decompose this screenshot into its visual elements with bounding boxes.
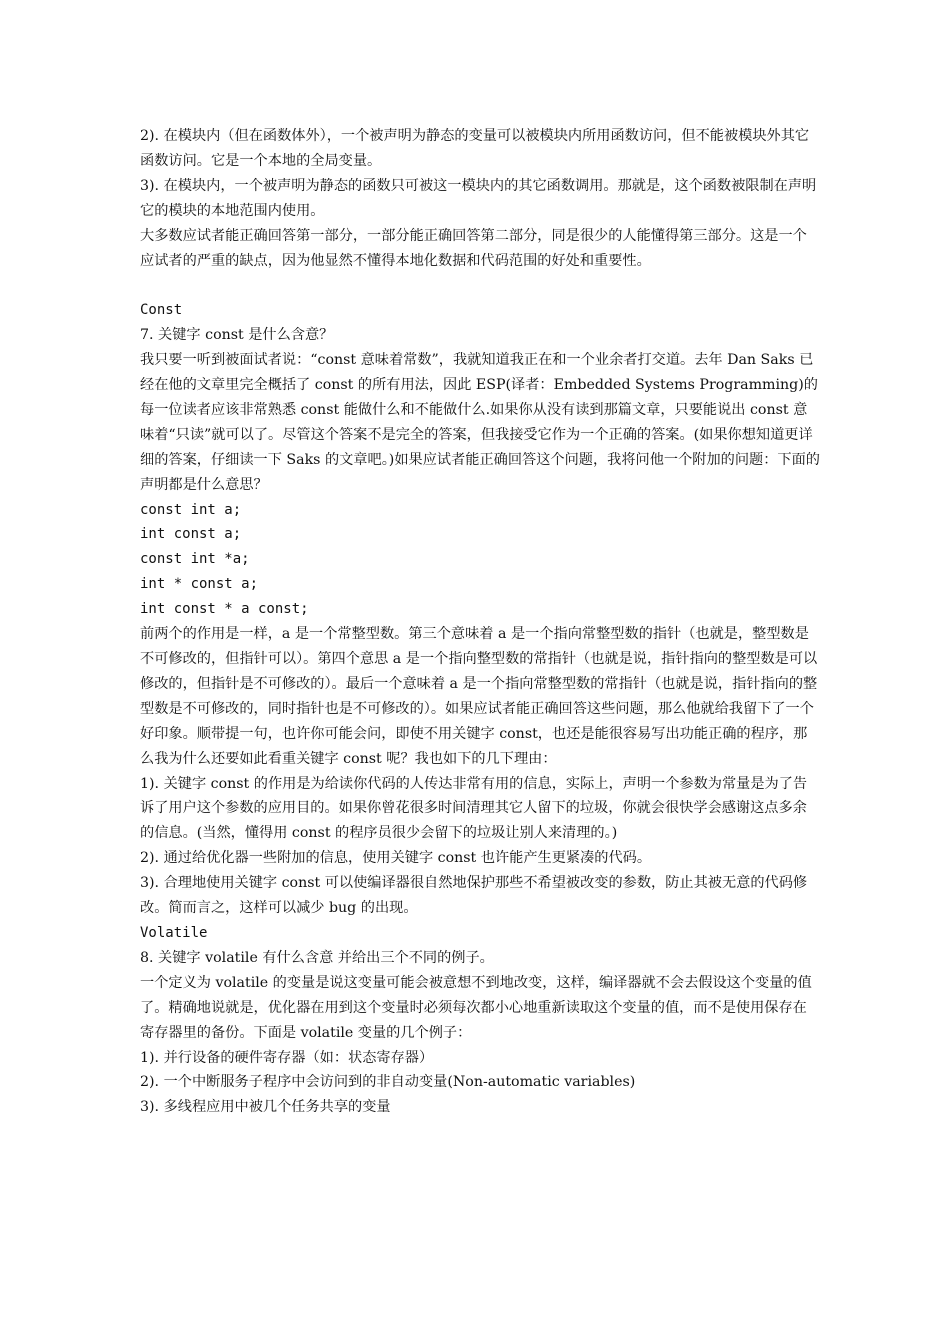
list-item-reason-2: 2). 通过给优化器一些附加的信息，使用关键字 const 也许能产生更紧凑的代码。 <box>140 850 652 867</box>
code-line: int * const a; <box>140 576 259 593</box>
list-item-example-1: 1). 并行设备的硬件寄存器（如：状态寄存器） <box>140 1049 434 1066</box>
code-line: const int *a; <box>140 551 250 568</box>
answer-7: 我只要一听到被面试者说：“const 意味着常数”，我就知道我正在和一个业余者打交道。去年 Dan Saks 已经在他的文章里完全概括了 const 的所有用法，因此 ESP(译者：Embedded Systems Programming)的每一位读者应该非常熟悉 const 能做什么和不能做什么.如果你从没有读到那篇文章，只要能说出 const 意味着“只读”就可以了。尽管这个答案不是完全的答案，但我接受它作为一个正确的答案。(如果你想知道更详细的答案，仔细读一下 Saks 的文章吧。)如果应试者能正确回答这个问题，我将问他一个附加的问题：下面的声明都是什么意思？ <box>140 352 820 493</box>
section-heading-volatile: Volatile <box>140 924 208 941</box>
document-page <box>140 124 820 1120</box>
code-line: int const a; <box>140 526 242 543</box>
list-item-example-2: 2). 一个中断服务子程序中会访问到的非自动变量(Non-automatic variables) <box>140 1074 636 1091</box>
spacer <box>140 273 820 298</box>
question-7: 7. 关键字 const 是什么含意？ <box>140 327 334 344</box>
question-8: 8. 关键字 volatile 有什么含意 并给出三个不同的例子。 <box>140 949 494 966</box>
code-line: const int a; <box>140 501 242 518</box>
list-item-example-3: 3). 多线程应用中被几个任务共享的变量 <box>140 1099 391 1116</box>
list-item-reason-1: 1). 关键字 const 的作用是为给读你代码的人传达非常有用的信息，实际上，声明一个参数为常量是为了告诉了用户这个参数的应用目的。如果你曾花很多时间清理其它人留下的垃圾，你就会很快学会感谢这点多余的信息。(当然，懂得用 const 的程序员很少会留下的垃圾让别人来清理的。) <box>140 775 808 842</box>
paragraph-static-function: 3). 在模块内，一个被声明为静态的函数只可被这一模块内的其它函数调用。那就是，这个函数被限制在声明它的模块的本地范围内使用。 <box>140 177 817 219</box>
paragraph-const-explanation: 前两个的作用是一样，a 是一个常整型数。第三个意味着 a 是一个指向常整型数的指针（也就是，整型数是不可修改的，但指针可以）。第四个意思 a 是一个指向整型数的常指针（也就是说，指针指向的整型数是可以修改的，但指针是不可修改的）。最后一个意味着 a 是一个指向常整型数的常指针（也就是说，指针指向的整型数是不可修改的，同时指针也是不可修改的）。如果应试者能正确回答这些问题，那么他就给我留下了一个好印象。顺带提一句，也许你可能会问，即使不用关键字 const，也还是能很容易写出功能正确的程序，那么我为什么还要如此看重关键字 const 呢？我也如下的几下理由： <box>140 626 818 767</box>
section-heading-const: Const <box>140 302 183 319</box>
paragraph-static-summary: 大多数应试者能正确回答第一部分，一部分能正确回答第二部分，同是很少的人能懂得第三部分。这是一个应试者的严重的缺点，因为他显然不懂得本地化数据和代码范围的好处和重要性。 <box>140 227 807 269</box>
code-line: int const * a const; <box>140 601 309 618</box>
answer-8: 一个定义为 volatile 的变量是说这变量可能会被意想不到地改变，这样，编译器就不会去假设这个变量的值了。精确地说就是，优化器在用到这个变量时必须每次都小心地重新读取这个变量的值，而不是使用保存在寄存器里的备份。下面是 volatile 变量的几个例子： <box>140 974 812 1041</box>
list-item-reason-3: 3). 合理地使用关键字 const 可以使编译器很自然地保护那些不希望被改变的参数，防止其被无意的代码修改。简而言之，这样可以减少 bug 的出现。 <box>140 875 808 917</box>
paragraph-static-module-variable: 2). 在模块内（但在函数体外），一个被声明为静态的变量可以被模块内所用函数访问，但不能被模块外其它函数访问。它是一个本地的全局变量。 <box>140 128 810 169</box>
